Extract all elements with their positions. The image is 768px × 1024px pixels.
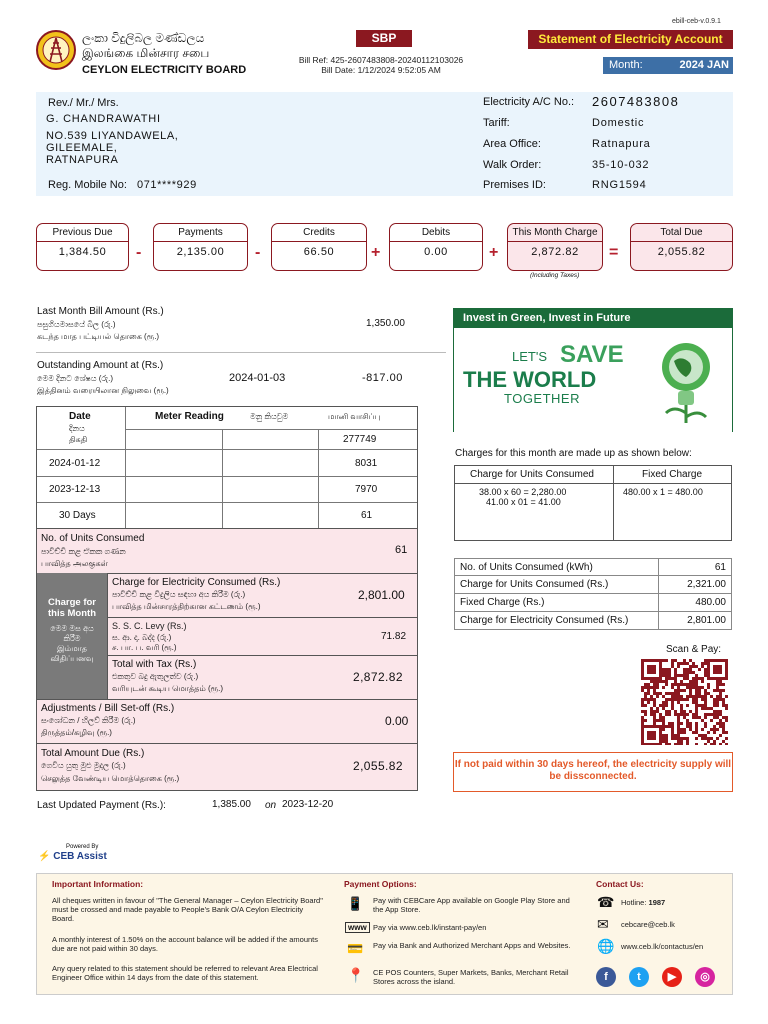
- charge-label-si: පාවිච්චි කළ විදුලිය සඳහා අය කිරීම (රු.): [112, 590, 246, 599]
- address-line-1: NO.539 LIYANDAWELA,: [46, 130, 179, 142]
- green-banner: [453, 308, 733, 432]
- month-label: Month:: [609, 59, 643, 71]
- qr-code[interactable]: [640, 659, 730, 750]
- green-banner-title: Invest in Green, Invest in Future: [454, 309, 732, 328]
- payment-title: Payment Options:: [344, 879, 417, 889]
- units-value: 61: [395, 544, 408, 556]
- units-charge-head: Charge for Units Consumed: [470, 469, 594, 480]
- bank-icon: 💳: [347, 941, 364, 956]
- mobile-value: 071****929: [137, 179, 197, 191]
- payments-box: [153, 223, 248, 271]
- meter-header-en: Meter Reading: [155, 411, 224, 422]
- reading-date-1: 2024-01-12: [49, 458, 101, 469]
- meter-header-ta: மானி வாசிப்பு: [328, 412, 381, 421]
- summary-row: [454, 576, 732, 594]
- fixed-charge-head: Fixed Charge: [642, 469, 703, 480]
- charges-intro: Charges for this month are made up as shown below:: [455, 448, 692, 459]
- adj-value: 0.00: [385, 714, 409, 728]
- tax-label-ta: வரியுடன் கூடிய மொத்தம் (ரூ.): [112, 684, 224, 693]
- total-due-value: 2,055.82: [657, 246, 706, 258]
- tax-label-si: එකතුව බදු ඇතුලත්ව (රු.): [112, 672, 199, 681]
- important-title: Important Information:: [52, 879, 144, 889]
- address-line-2: GILEEMALE,: [46, 142, 118, 154]
- account-number: 2607483808: [592, 94, 680, 109]
- units-diff: 61: [361, 510, 373, 521]
- outstanding-label-en: Outstanding Amount at (Rs.): [37, 360, 164, 371]
- version-label: ebill-ceb-v.0.9.1: [672, 18, 721, 25]
- area-office-label: Area Office:: [483, 138, 541, 150]
- outstanding-label-si: මෙම දිනට ශේෂය (රු.): [37, 374, 113, 383]
- summary-label: No. of Units Consumed (kWh): [460, 562, 593, 573]
- summary-value: 480.00: [695, 597, 726, 608]
- charge-side-panel: [37, 573, 107, 699]
- earth-bulb-icon: [650, 335, 722, 432]
- important-text-2: A monthly interest of 1.50% on the account balance will be added if the amounts due are not paid within 30 days.: [52, 935, 319, 953]
- globe-icon: 🌐: [597, 938, 615, 954]
- charges-summary-table: [454, 558, 732, 630]
- www-icon: www: [345, 922, 370, 933]
- walk-order-value: 35-10-032: [592, 159, 650, 171]
- ceb-assist-logo: [38, 851, 107, 862]
- charge-value: 2,801.00: [358, 588, 405, 602]
- total-due-label: Total Due: [631, 224, 732, 242]
- debits-box: [389, 223, 483, 271]
- calc-line-1: 38.00 x 60 = 2,280.00: [479, 487, 567, 497]
- side-en-2: this Month: [47, 608, 96, 619]
- payment-option-1: Pay with CEBCare App available on Google Play Store and the App Store.: [373, 896, 570, 914]
- assist-name: CEB Assist: [53, 851, 107, 862]
- minus-sign: -: [136, 244, 142, 261]
- tax-label-en: Total with Tax (Rs.): [112, 659, 197, 670]
- sbp-badge: SBP: [356, 30, 412, 47]
- summary-label: Charge for Units Consumed (Rs.): [460, 579, 609, 590]
- customer-panel: [36, 92, 733, 196]
- ceb-logo: [36, 30, 76, 70]
- last-payment-value: 1,385.00: [212, 799, 251, 810]
- org-name-sinhala: ලංකා විදුලිබල මණ්ඩලය: [82, 31, 205, 45]
- payment-option-2: Pay via www.ceb.lk/instant-pay/en: [373, 923, 487, 932]
- last-month-label-ta: கடந்த மாத பட்டியல் தொகை (ரூ.): [37, 332, 160, 341]
- last-month-label-en: Last Month Bill Amount (Rs.): [37, 306, 164, 317]
- important-text-3: Any query related to this statement should be referred to relevant Area Electrical Engineer Office within 14 days from the date of this statement.: [52, 964, 318, 982]
- salutation: Rev./ Mr./ Mrs.: [48, 97, 119, 109]
- hotline-number: 1987: [648, 898, 666, 907]
- email-icon: ✉: [597, 916, 609, 932]
- total-label-en: Total Amount Due (Rs.): [41, 748, 145, 759]
- date-header-ta: திகதி: [69, 435, 88, 444]
- side-si-2: කිරීම: [63, 634, 81, 643]
- payments-label: Payments: [154, 224, 247, 242]
- ssc-value: 71.82: [381, 631, 407, 642]
- this-month-charge-value: 2,872.82: [531, 246, 579, 258]
- summary-row: [454, 612, 732, 630]
- last-month-label-si: පසුගියමාසයේ බිල (රු.): [37, 320, 116, 329]
- calc-line-2: 41.00 x 01 = 41.00: [486, 497, 561, 507]
- walk-order-label: Walk Order:: [483, 159, 542, 171]
- tariff-label: Tariff:: [483, 117, 510, 129]
- fixed-calc: 480.00 x 1 = 480.00: [623, 487, 703, 497]
- equals-sign: =: [609, 244, 619, 261]
- side-si-1: මෙම මස අය: [50, 624, 94, 633]
- important-text-1: All cheques written in favour of "The General Manager – Ceylon Electricity Board" must be crossed and made payable to People's Bank O/A Ceylon Electricity Board.: [52, 896, 323, 923]
- last-payment-on: on: [265, 800, 277, 811]
- side-en-1: Charge for: [47, 597, 97, 608]
- date-header-si: දිනය: [69, 424, 85, 433]
- charge-label-ta: பாவித்த மின்சாரத்திற்கான கட்டணம் (ரூ.): [112, 602, 261, 611]
- adj-label-si: සංශෝධන / හිලව් කිරීම (රු.): [41, 716, 136, 725]
- date-header-en: Date: [69, 411, 91, 422]
- summary-label: Fixed Charge (Rs.): [460, 597, 545, 608]
- bill-ref-block: [250, 55, 512, 75]
- area-office-value: Ratnapura: [592, 138, 651, 150]
- reading-value-2: 7970: [355, 484, 378, 495]
- plus-sign: +: [489, 244, 499, 261]
- scan-pay-label: Scan & Pay:: [666, 644, 722, 655]
- summary-label: Charge for Electricity Consumed (Rs.): [460, 615, 629, 626]
- customer-name: G. CHANDRAWATHI: [46, 113, 161, 125]
- units-label-si: පාවිච්චි කළ ඒකක ගණන: [41, 547, 126, 556]
- address-line-3: RATNAPURA: [46, 154, 119, 166]
- minus-sign: -: [255, 244, 261, 261]
- month-value: 2024 JAN: [679, 59, 729, 71]
- tax-value: 2,872.82: [353, 670, 403, 684]
- banner-lets: LET'S: [512, 349, 547, 364]
- mobile-app-icon: 📱: [347, 896, 364, 911]
- hotline: [621, 898, 665, 907]
- banner-save: SAVE: [560, 341, 624, 368]
- youtube-icon[interactable]: ▶: [662, 967, 682, 987]
- debits-value: 0.00: [424, 246, 448, 258]
- side-ta-2: விதிப்பனவு: [50, 654, 94, 663]
- summary-value: 2,801.00: [687, 615, 726, 626]
- banner-together: TOGETHER: [504, 391, 580, 406]
- outstanding-label-ta: இத்தினம் வரையிலான நிலுவை (ரூ.): [37, 386, 169, 395]
- account-label: Electricity A/C No.:: [483, 96, 575, 108]
- location-pin-icon: 📍: [347, 967, 365, 983]
- powered-by: Powered By: [66, 844, 99, 850]
- previous-due-box: [36, 223, 129, 271]
- org-name-tamil: இலங்கை மின்சார சபை: [82, 46, 210, 60]
- days-count: 30 Days: [59, 510, 96, 521]
- summary-value: 2,321.00: [687, 579, 726, 590]
- contact-website[interactable]: www.ceb.lk/contactus/en: [621, 942, 704, 951]
- ssc-label-ta: ச. பா. ப. வரி (ரூ.): [112, 643, 177, 652]
- reading-top: 277749: [343, 434, 377, 445]
- month-bar: [603, 57, 733, 74]
- previous-due-value: 1,384.50: [58, 246, 107, 258]
- payments-value: 2,135.00: [176, 246, 225, 258]
- units-breakdown-table: [454, 465, 732, 541]
- hotline-label: Hotline:: [621, 898, 647, 907]
- disconnection-warning: If not paid within 30 days hereof, the electricity supply will be dissconnected.: [453, 752, 733, 792]
- total-value: 2,055.82: [353, 759, 403, 773]
- total-due-box: [630, 223, 733, 271]
- last-payment-date: 2023-12-20: [282, 799, 334, 810]
- this-month-charge-box: [507, 223, 603, 271]
- previous-due-label: Previous Due: [37, 224, 128, 242]
- twitter-icon[interactable]: t: [629, 967, 649, 987]
- contact-title: Contact Us:: [596, 879, 644, 889]
- premises-label: Premises ID:: [483, 179, 546, 191]
- bill-date: Bill Date: 1/12/2024 9:52:05 AM: [321, 65, 441, 75]
- ssc-label-en: S. S. C. Levy (Rs.): [112, 621, 187, 631]
- instagram-icon[interactable]: ◎: [695, 967, 715, 987]
- last-month-value: 1,350.00: [366, 318, 405, 329]
- statement-title: Statement of Electricity Account: [528, 30, 733, 49]
- debits-label: Debits: [390, 224, 482, 242]
- plus-sign: +: [371, 244, 381, 261]
- total-label-si: ගෙවිය යුතු මුළු මුදල (රු.): [41, 761, 126, 770]
- premises-value: RNG1594: [592, 179, 647, 191]
- bill-details-table: [36, 406, 418, 791]
- reading-date-2: 2023-12-13: [49, 484, 101, 495]
- tariff-value: Domestic: [592, 117, 645, 129]
- including-taxes-note: (Including Taxes): [530, 272, 580, 279]
- side-ta-1: இம்மாத: [56, 644, 88, 653]
- facebook-icon[interactable]: f: [596, 967, 616, 987]
- banner-world: THE WORLD: [463, 367, 597, 392]
- email-address[interactable]: cebcare@ceb.lk: [621, 920, 675, 929]
- payment-option-3: Pay via Bank and Authorized Merchant Apps and Websites.: [373, 941, 571, 950]
- summary-row: [454, 558, 732, 576]
- credits-label: Credits: [272, 224, 366, 242]
- meter-header-si: මනු කියවුම: [250, 412, 289, 421]
- org-name-english: CEYLON ELECTRICITY BOARD: [82, 64, 247, 76]
- ssc-label-si: ස. ආ. දා. බද්ද (රු.): [112, 633, 172, 642]
- adj-label-en: Adjustments / Bill Set-off (Rs.): [41, 703, 175, 714]
- summary-value: 61: [714, 562, 726, 573]
- phone-icon: ☎: [597, 894, 615, 910]
- payment-option-4: CE POS Counters, Super Markets, Banks, Merchant Retail Stores across the island.: [373, 968, 569, 986]
- this-month-charge-label: This Month Charge: [508, 224, 602, 242]
- charge-label-en: Charge for Electricity Consumed (Rs.): [112, 577, 281, 588]
- credits-value: 66.50: [303, 246, 335, 258]
- units-label-ta: பாவித்த அலகுகள்: [41, 559, 108, 568]
- reading-value-1: 8031: [355, 458, 378, 469]
- credits-box: [271, 223, 367, 271]
- adj-label-ta: திருத்தம்/கழிவு (ரூ.): [41, 728, 112, 737]
- mobile-label: Reg. Mobile No:: [48, 179, 127, 191]
- outstanding-value: -817.00: [362, 372, 403, 384]
- assist-mark-icon: ⚡: [38, 851, 51, 862]
- summary-row: [454, 594, 732, 612]
- outstanding-date: 2024-01-03: [229, 372, 286, 384]
- units-label-en: No. of Units Consumed: [41, 533, 145, 544]
- total-label-ta: செலுத்த வேண்டிய மொத்தொகை (ரூ.): [41, 774, 180, 783]
- last-payment-label: Last Updated Payment (Rs.):: [37, 800, 166, 811]
- bill-ref: Bill Ref: 425-2607483808-20240112103026: [298, 55, 464, 65]
